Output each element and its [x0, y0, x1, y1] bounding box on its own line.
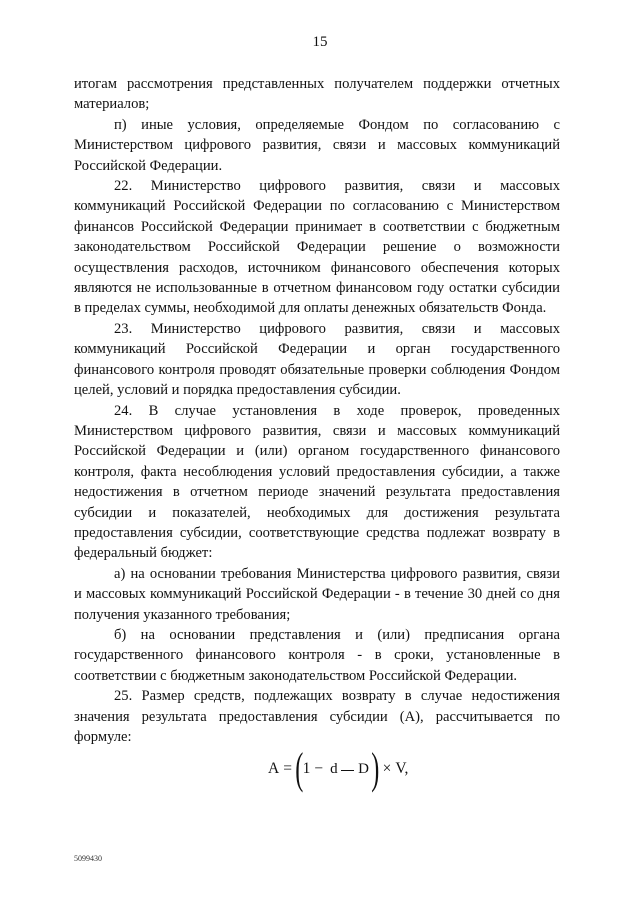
page-number: 15: [312, 34, 328, 50]
document-body: [74, 74, 560, 747]
paragraph-continuation: итогам рассмотрения представленных получателем поддержки отчетных материалов;: [74, 76, 560, 113]
formula-left-paren: (: [295, 744, 304, 793]
formula-lhs: A: [268, 760, 280, 777]
return-amount-formula: [268, 744, 408, 794]
formula-one: 1: [302, 760, 311, 777]
paragraph-25: 25. Размер средств, подлежащих возврату в случае недостижения значения результата предоставления субсидии (A), рассчитывается по формуле:: [74, 688, 560, 745]
formula-fraction: [330, 761, 369, 777]
formula-rhs: V,: [395, 760, 409, 777]
paragraph-item-a: а) на основании требования Министерства цифрового развития, связи и массовых коммуникаций Российской Федерации - в течение 30 дней со дня получения указанного требования;: [74, 565, 560, 623]
paragraph-23: 23. Министерство цифрового развития, связи и массовых коммуникаций Российской Федерации и орган государственного финансового контроля проводят обязательные проверки соблюдения Фондом целей, условий и порядка предоставления субсидии.: [74, 320, 560, 399]
formula-right-paren: ): [371, 744, 380, 793]
formula-denominator: D: [358, 761, 369, 777]
formula-numerator: d: [330, 761, 338, 777]
formula-minus: −: [314, 760, 324, 777]
document-code: 5099430: [74, 854, 102, 863]
formula-times: ×: [382, 760, 392, 777]
paragraph-item-b: б) на основании представления и (или) предписания органа государственного финансового контроля - в сроки, установленные в соответствии с бюджетным законодательством Российской Федерации.: [74, 626, 560, 684]
paragraph-item-p: п) иные условия, определяемые Фондом по согласованию с Министерством цифрового развития, связи и массовых коммуникаций Российской Федерации.: [74, 116, 560, 174]
formula-equals: =: [283, 760, 292, 777]
paragraph-22: 22. Министерство цифрового развития, связи и массовых коммуникаций Российской Федерации по согласованию с Министерством финансов Российской Федерации принимает в соответствии с бюджетным законодательством Российской Федерации решение о возможности осуществления расходов, источником финансового обеспечения которых являются не использованные в отчетном финансовом году остатки субсидии в пределах суммы, необходимой для оплаты денежных обязательств Фонда.: [74, 178, 560, 317]
paragraph-24: 24. В случае установления в ходе проверок, проведенных Министерством цифрового развития, связи и массовых коммуникаций Российской Федерации и (или) органом государственного финансового контроля, факта несоблюдения условий предоставления субсидии, а также недостижения в отчетном периоде значений результата предоставления субсидии и показателей, необходимых для достижения результата предоставления субсидии, соответствующие средства подлежат возврату в федеральный бюджет:: [74, 402, 560, 562]
fraction-bar: [341, 770, 354, 771]
